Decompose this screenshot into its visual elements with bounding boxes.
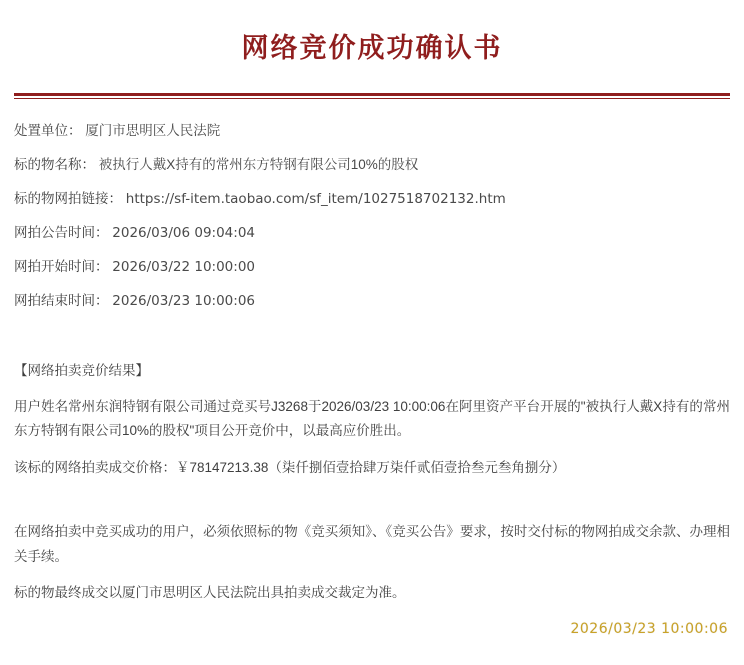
field-value-start-time: 2026/03/22 10:00:00 [112,258,255,275]
field-disposal-unit [14,121,730,142]
price-label: 该标的网络拍卖成交价格： [14,459,176,475]
field-value-item-link[interactable]: https://sf-item.taobao.com/sf_item/1027518702132.htm [125,190,506,207]
result-section-heading: 【网络拍卖竞价结果】 [14,362,149,378]
field-item-link [14,189,730,210]
field-start-time [14,257,730,278]
screenshot-timestamp: 2026/03/23 10:00:06 [570,621,728,637]
field-label-item-name: 标的物名称： [14,156,95,172]
result-paragraph: 用户姓名常州东润特钢有限公司通过竞买号J3268于2026/03/23 10:00:06在阿里资产平台开展的"被执行人戴X持有的常州东方特钢有限公司10%的股权"项目公开竞价中，以最高应价胜出。 [14,399,730,439]
notice-paragraph-1: 在网络拍卖中竞买成功的用户，必须依照标的物《竞买须知》、《竞买公告》要求，按时交付标的物网拍成交余款、办理相关手续。 [14,524,730,565]
field-value-end-time: 2026/03/23 10:00:06 [112,292,255,309]
notice-paragraph-2: 标的物最终成交以厦门市思明区人民法院出具拍卖成交裁定为准。 [14,585,406,601]
field-value-item-name: 被执行人戴X持有的常州东方特钢有限公司10%的股权 [98,156,419,172]
field-end-time [14,291,730,312]
field-value-announce-time: 2026/03/06 09:04:04 [112,224,255,241]
price-value: ￥78147213.38 [176,459,269,475]
notice-spacer [14,492,730,520]
field-label-disposal-unit: 处置单位： [14,123,82,138]
field-label-end-time: 网拍结束时间： [14,292,109,308]
page-title: 网络竞价成功确认书 [241,33,503,63]
field-label-announce-time: 网拍公告时间： [14,224,109,240]
field-announce-time [14,223,730,244]
section-spacer [14,325,730,361]
field-label-start-time: 网拍开始时间： [14,258,109,274]
document-body [0,99,744,606]
field-item-name [14,155,730,176]
price-chinese: （柒仟捌佰壹拾肆万柒仟贰佰壹拾叁元叁角捌分） [268,459,566,475]
price-line [14,456,730,480]
field-label-item-link: 标的物网拍链接： [14,190,122,206]
field-value-disposal-unit: 厦门市思明区人民法院 [85,123,221,138]
